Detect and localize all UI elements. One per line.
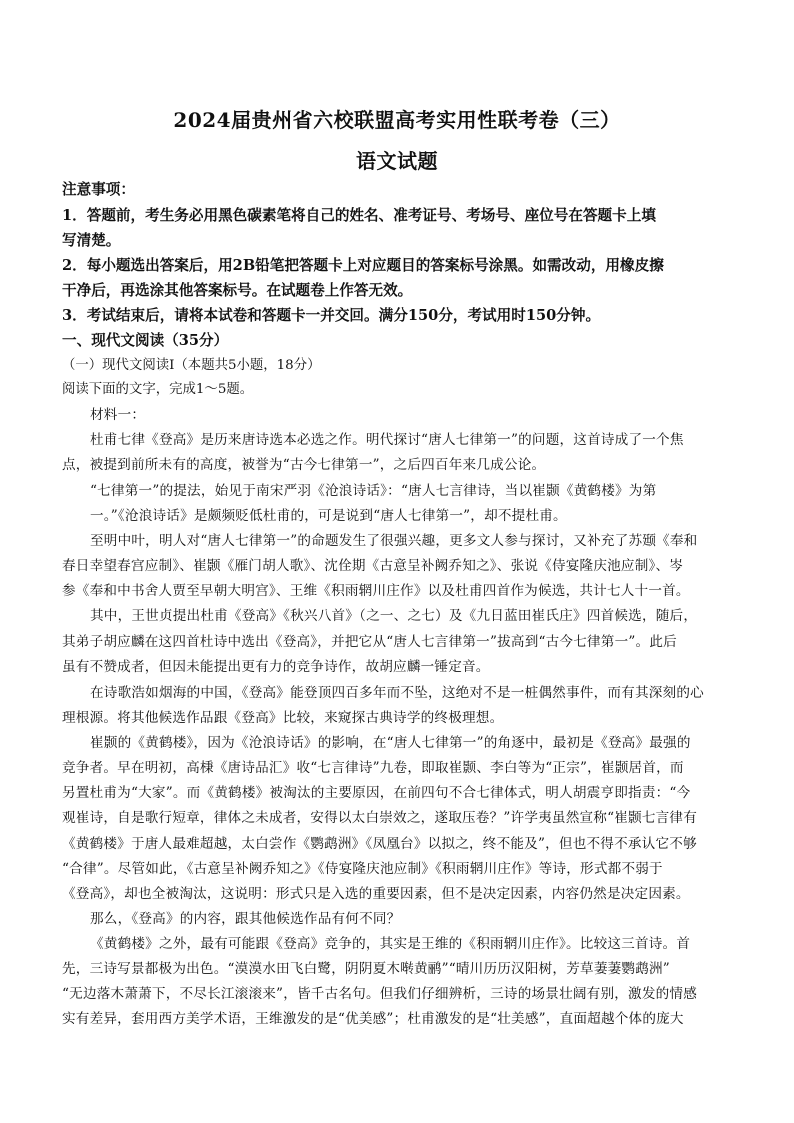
- passage-line: 一。”《沧浪诗话》是颇频贬低杜甫的，可是说到“唐人七律第一”，却不提杜甫。: [90, 508, 567, 524]
- notice-heading: 注意事项：: [62, 181, 135, 198]
- passage-line: 《黄鹤楼》于唐人最难超越，太白尝作《鹦鹉洲》《凤凰台》以拟之，终不能及”，但也不得不承认它不够: [62, 836, 697, 852]
- passage-line: 其弟子胡应麟在这四首杜诗中选出《登高》，并把它从“唐人七言律第一”拔高到“古今七律第一”。此后: [62, 634, 677, 650]
- passage-line: 杜甫七律《登高》是历来唐诗选本必选之作。明代探讨“唐人七律第一”的问题，这首诗成了一个焦: [90, 432, 684, 448]
- passage-line: 参《奉和中书舍人贾至早朝大明宫》、王维《积雨辋川庄作》以及杜甫四首作为候选，共计七人十一首。: [62, 583, 690, 599]
- exam-subject: 语文试题: [356, 149, 438, 173]
- passage-line: 其中，王世贞提出杜甫《登高》《秋兴八首》（之一、之七）及《九日蓝田崔氏庄》四首候选，随后，: [90, 608, 698, 624]
- passage-line: “无边落木萧萧下，不尽长江滚滚来”，皆千古名句。但我们仔细辨析，三诗的场景壮阔有别，激发的情感: [62, 986, 698, 1002]
- section-heading: 一、现代文阅读（35分）: [62, 332, 229, 349]
- passage-line: 另置杜甫为“大家”。而《黄鹤楼》被淘汰的主要原因，在前四句不合七律体式，明人胡震亨即指责：“今: [62, 785, 691, 801]
- passage-line: 至明中叶，明人对“唐人七律第一”的命题发生了很强兴趣，更多文人参与探讨，又补充了苏颋《奉和: [90, 533, 698, 549]
- reading-instruction: 阅读下面的文字，完成1～5题。: [62, 382, 254, 397]
- passage-line: 崔颢的《黄鹤楼》，因为《沧浪诗话》的影响，在“唐人七律第一”的角逐中，最初是《登高》最强的: [90, 735, 691, 751]
- passage-line: 在诗歌浩如烟海的中国，《登高》能登顶四百多年而不坠，这绝对不是一桩偶然事件，而有其深刻的心: [90, 685, 704, 701]
- notice-item-1b: 写清楚。: [62, 232, 121, 249]
- passage-line: 虽有不赞成者，但因未能提出更有力的竞争诗作，故胡应麟一锤定音。: [62, 659, 490, 675]
- passage-line: 春日幸望春宫应制》、崔颢《雁门胡人歌》、沈佺期《古意呈补阙乔知之》、张说《侍宴隆庆池应制》、岑: [62, 558, 684, 574]
- subsection-heading: （一）现代文阅读Ⅰ（本题共5小题，18分）: [62, 358, 321, 373]
- passage-line: 实有差异，套用西方美学术语，王维激发的是“优美感”；杜甫激发的是“壮美感”，直面超越个体的庞大: [62, 1011, 684, 1027]
- exam-title: 2024届贵州省六校联盟高考实用性联考卷（三）: [173, 108, 621, 132]
- passage-line: 点，被提到前所未有的高度，被誉为“古今七律第一”，之后四百年来几成公论。: [62, 457, 546, 473]
- material-label: 材料一：: [90, 407, 146, 423]
- passage-line: “合律”。尽管如此，《古意呈补阙乔知之》《侍宴隆庆池应制》《积雨辋川庄作》等诗，形式都不弱于: [62, 861, 663, 877]
- notice-item-2a: 2．每小题选出答案后，用2B铅笔把答题卡上对应题目的答案标号涂黑。如需改动，用橡皮擦: [62, 257, 664, 274]
- passage-line: 《登高》，却也全被淘汰，这说明：形式只是入选的重要因素，但不是决定因素，内容仍然是决定因素。: [62, 886, 690, 902]
- passage-line: 观崔诗，自是歌行短章，律体之未成者，安得以太白崇效之，遂取压卷？”许学夷虽然宣称“崔颢七言律有: [62, 810, 698, 826]
- notice-item-1a: 1．答题前，考生务必用黑色碳素笔将自己的姓名、准考证号、考场号、座位号在答题卡上填: [62, 207, 656, 224]
- passage-line: 《黄鹤楼》之外，最有可能跟《登高》竞争的，其实是王维的《积雨辋川庄作》。比较这三首诗。首: [90, 936, 691, 952]
- passage-line: “七律第一”的提法，始见于南宋严羽《沧浪诗话》：“唐人七言律诗，当以崔颢《黄鹤楼》为第: [90, 483, 657, 499]
- passage-line: 先，三诗写景都极为出色。“漠漠水田飞白鹭，阴阴夏木啭黄鹂”“晴川历历汉阳树，芳草萋萋鹦鹉洲”: [62, 961, 670, 977]
- passage-line: 理根源。将其他候选作品跟《登高》比较，来窥探古典诗学的终极理想。: [62, 710, 504, 726]
- notice-item-2b: 干净后，再选涂其他答案标号。在试题卷上作答无效。: [62, 282, 413, 299]
- notice-item-3: 3．考试结束后，请将本试卷和答题卡一并交回。满分150分，考试用时150分钟。: [62, 307, 601, 324]
- passage-line: 那么，《登高》的内容，跟其他候选作品有何不同？: [90, 911, 401, 927]
- passage-line: 竞争者。早在明初，高棅《唐诗品汇》收“七言律诗”九卷，即取崔颢、李白等为“正宗”，崔颢居首，而: [62, 760, 684, 776]
